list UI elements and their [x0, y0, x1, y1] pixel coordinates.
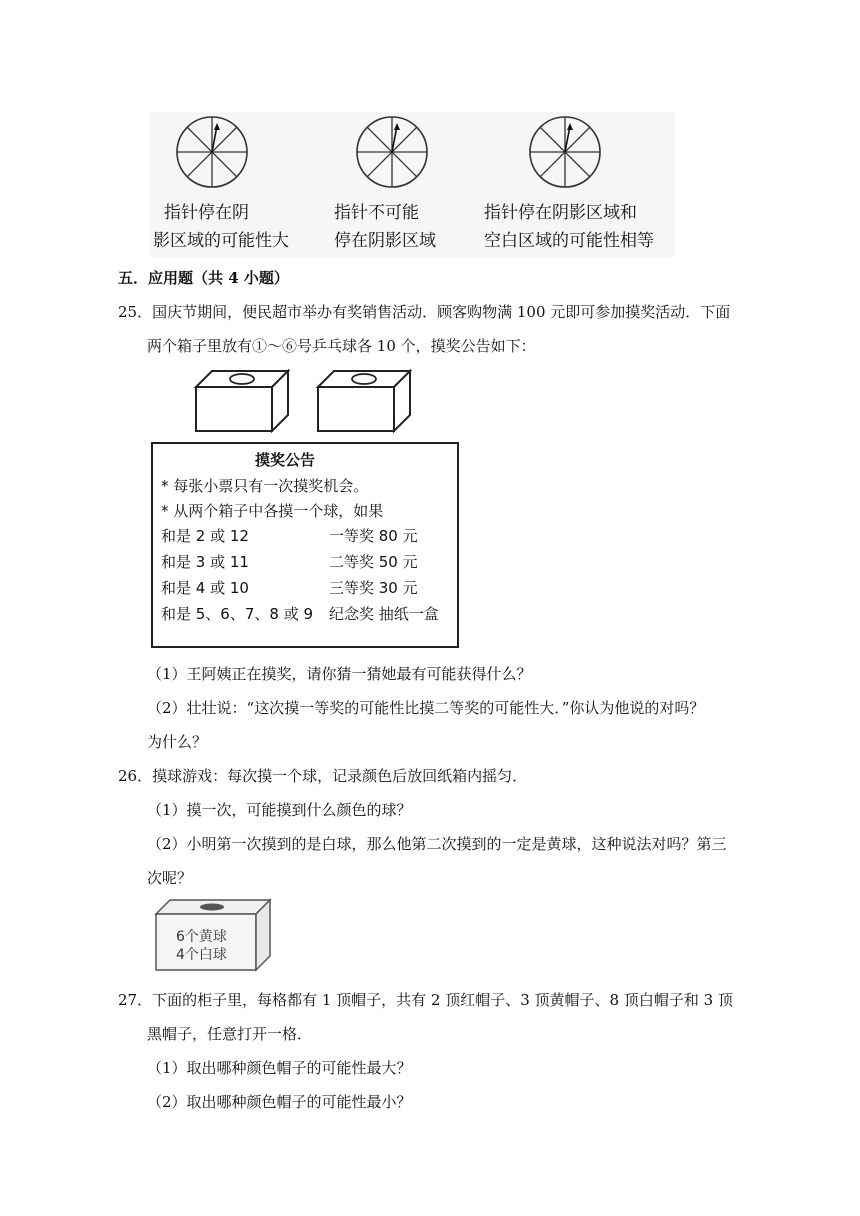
q27-line2: 黑帽子，任意打开一格．: [147, 1025, 313, 1043]
q26-line1: 26．摸球游戏：每次摸一个球，记录颜色后放回纸箱内摇匀．: [118, 767, 528, 785]
q25-sub2-line1: （2）壮壮说：“这次摸一等奖的可能性比摸二等奖的可能性大．”你认为他说的对吗？: [147, 699, 705, 717]
q25-sub1: （1）王阿姨正在摸奖，请你猜一猜她最有可能获得什么？: [147, 665, 532, 683]
notice-prize-3: 三等奖 30 元: [329, 579, 418, 597]
section-heading: 五．应用题（共 4 小题）: [118, 269, 289, 287]
spinner-2-caption-line2: 停在阴影区域: [334, 231, 436, 251]
spinner-2-caption-line1: 指针不可能: [334, 203, 419, 223]
prize-notice: [151, 442, 459, 648]
notice-cond-2: 和是 3 或 11: [161, 553, 249, 571]
spinner-1-caption-line1: 指针停在阴: [164, 203, 249, 223]
q27-sub1: （1）取出哪种颜色帽子的可能性最大？: [147, 1059, 412, 1077]
notice-rule-1: * 每张小票只有一次摸奖机会。: [161, 477, 369, 495]
spinner-1-caption-line2: 影区域的可能性大: [153, 231, 289, 251]
spinner-1: [172, 112, 252, 192]
q27-sub2: （2）取出哪种颜色帽子的可能性最小？: [147, 1093, 412, 1111]
notice-prize-2: 二等奖 50 元: [329, 553, 418, 571]
q27-line1: 27．下面的柜子里，每格都有 1 顶帽子，共有 2 顶红帽子、3 顶黄帽子、8 顶白帽子和 3 顶: [118, 991, 733, 1009]
ball-box-label-2: 4个白球: [176, 947, 227, 963]
spinner-2: [352, 112, 432, 192]
spinner-3-caption-line1: 指针停在阴影区域和: [484, 203, 637, 223]
spinner-3-caption-line2: 空白区域的可能性相等: [484, 231, 654, 251]
q26-sub2-line2: 次呢？: [147, 869, 193, 887]
notice-rule-2: * 从两个箱子中各摸一个球，如果: [161, 502, 384, 520]
notice-cond-4: 和是 5、6、7、8 或 9: [161, 605, 314, 623]
notice-prize-4: 纪念奖 抽纸一盒: [329, 605, 439, 623]
ball-box-figure: [152, 896, 274, 974]
spinner-3: [525, 112, 605, 192]
q26-sub1: （1）摸一次，可能摸到什么颜色的球？: [147, 801, 412, 819]
notice-cond-1: 和是 2 或 12: [161, 527, 249, 545]
notice-prize-1: 一等奖 80 元: [329, 527, 418, 545]
prize-boxes: [190, 365, 420, 435]
notice-title: 摸奖公告: [255, 451, 316, 469]
notice-cond-3: 和是 4 或 10: [161, 579, 249, 597]
q25-line2: 两个箱子里放有①～⑥号乒乓球各 10 个，摸奖公告如下：: [147, 337, 536, 355]
spinner-figure: [150, 112, 675, 257]
ball-box-label-1: 6个黄球: [176, 929, 227, 945]
q25-sub2-line2: 为什么？: [147, 733, 208, 751]
q26-sub2-line1: （2）小明第一次摸到的是白球，那么他第二次摸到的一定是黄球，这种说法对吗？第三: [147, 835, 727, 853]
q25-line1: 25．国庆节期间，便民超市举办有奖销售活动．顾客购物满 100 元即可参加摸奖活动．下面: [118, 303, 731, 321]
